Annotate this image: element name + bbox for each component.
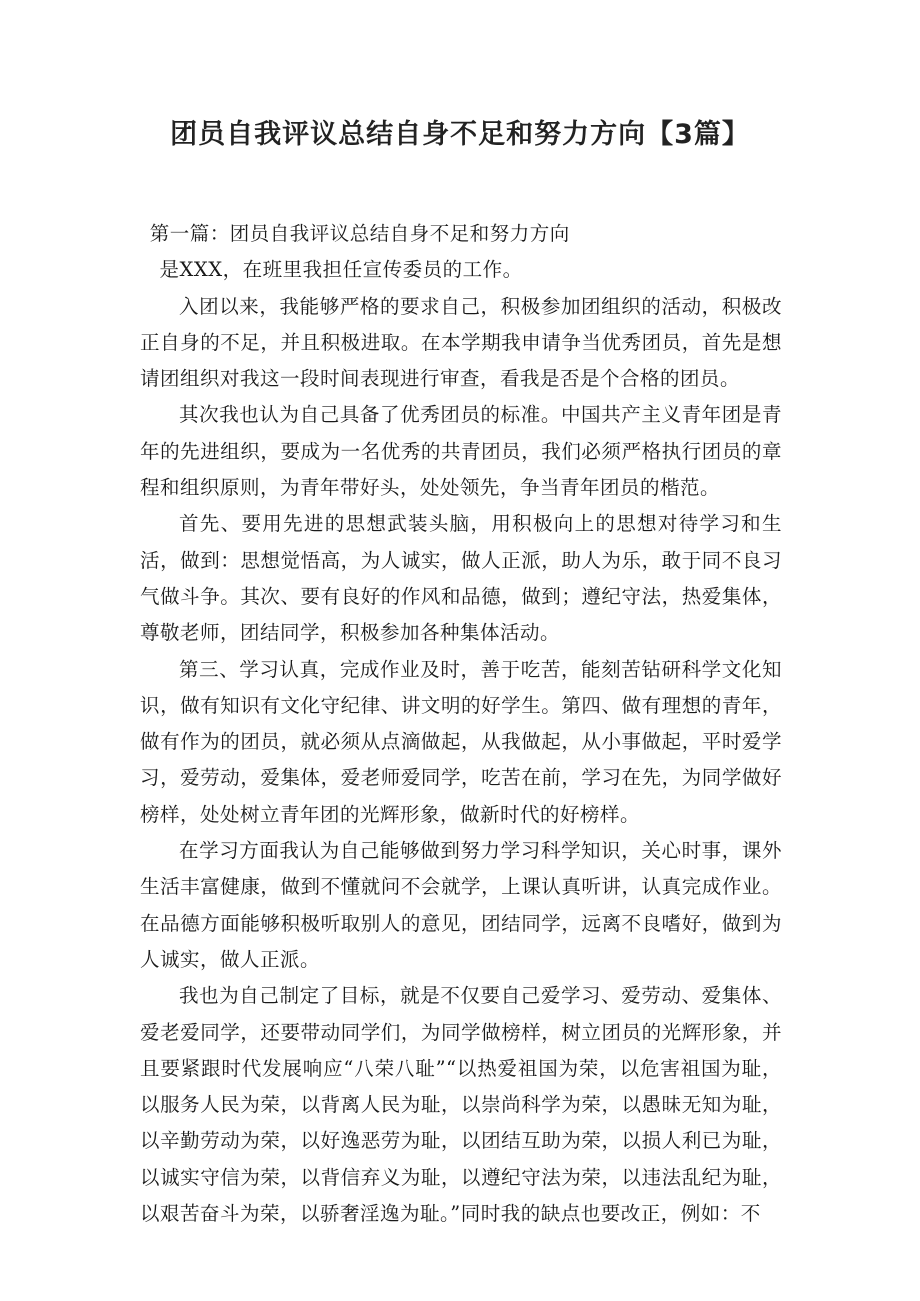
paragraph: 入团以来，我能够严格的要求自己，积极参加团组织的活动，积极改正自身的不足，并且积极进取。在本学期我申请争当优秀团员，首先是想请团组织对我这一段时间表现进行审查，看我是否是个合格的团员。 xyxy=(140,294,782,391)
paragraph: 在学习方面我认为自己能够做到努力学习科学知识，关心时事，课外生活丰富健康，做到不懂就问不会就学，上课认真听讲，认真完成作业。在品德方面能够积极听取别人的意见，团结同学，远离不良嗜好，做到为人诚实，做人正派。 xyxy=(140,839,782,971)
document-title: 团员自我评议总结自身不足和努力方向【3篇】 xyxy=(170,119,750,150)
paragraph: 首先、要用先进的思想武装头脑，用积极向上的思想对待学习和生活，做到：思想觉悟高，为人诚实，做人正派，助人为乐，敢于同不良习气做斗争。其次、要有良好的作风和品德，做到；遵纪守法，热爱集体，尊敬老师，团结同学，积极参加各种集体活动。 xyxy=(140,512,782,645)
section-heading: 第一篇：团员自我评议总结自身不足和努力方向 xyxy=(149,222,570,245)
document-body xyxy=(140,216,782,1232)
paragraph: 第三、学习认真，完成作业及时，善于吃苦，能刻苦钻研科学文化知识，做有知识有文化守纪律、讲文明的好学生。第四、做有理想的青年，做有作为的团员，就必须从点滴做起，从我做起，从小事做起，平时爱学习，爱劳动，爱集体，爱老师爱同学，吃苦在前，学习在先，为同学做好榜样，处处树立青年团的光辉形象，做新时代的好榜样。 xyxy=(140,657,782,826)
paragraph: 是XXX，在班里我担任宣传委员的工作。 xyxy=(159,258,523,282)
paragraph: 其次我也认为自己具备了优秀团员的标准。中国共产主义青年团是青年的先进组织，要成为一名优秀的共青团员，我们必须严格执行团员的章程和组织原则，为青年带好头，处处领先，争当青年团员的楷范。 xyxy=(140,403,782,500)
paragraph: 我也为自己制定了目标，就是不仅要自己爱学习、爱劳动、爱集体、爱老爱同学，还要带动同学们，为同学做榜样，树立团员的光辉形象，并且要紧跟时代发展响应“八荣八耻”“以热爱祖国为荣，以危害祖国为耻，以服务人民为荣，以背离人民为耻，以崇尚科学为荣，以愚昧无知为耻，以辛勤劳动为荣，以好逸恶劳为耻，以团结互助为荣，以损人利已为耻，以诚实守信为荣，以背信弃义为耻，以遵纪守法为荣，以违法乱纪为耻，以艰苦奋斗为荣，以骄奢淫逸为耻。”同时我的缺点也要改正，例如：不 xyxy=(140,984,782,1226)
